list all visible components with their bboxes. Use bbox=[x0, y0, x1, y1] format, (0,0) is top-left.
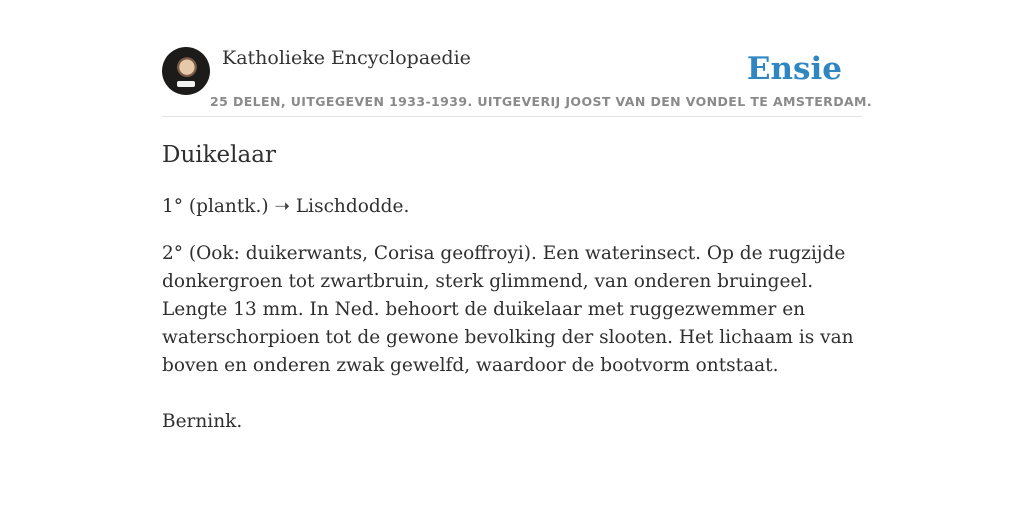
portrait-icon bbox=[177, 81, 195, 87]
paragraph-1-prefix: 1° (plantk.) bbox=[162, 196, 269, 217]
entry-author: Bernink. bbox=[162, 411, 243, 432]
source-title[interactable]: Katholieke Encyclopaedie bbox=[222, 47, 471, 69]
source-avatar[interactable] bbox=[162, 47, 210, 95]
entry-title: Duikelaar bbox=[162, 142, 276, 168]
entry-paragraph-1 bbox=[162, 193, 862, 221]
entry-paragraph-2: 2° (Ook: duikerwants, Corisa geoffroyi). Een waterinsect. Op de rugzijde donkergroen tot zwartbruin, sterk glimmend, van onderen bruingeel. Lengte 13 mm. In Ned. behoort de duikelaar met ruggezwemmer en waterschorpioen tot de gewone bevolking der slooten. Het lichaam is van boven en onderen zwak gewelfd, waardoor de bootvorm ontstaat. bbox=[162, 243, 854, 376]
cross-reference-link[interactable]: Lischdodde. bbox=[295, 196, 410, 217]
page-header bbox=[162, 44, 873, 117]
arrow-icon: ➝ bbox=[274, 196, 290, 217]
ensie-logo-link[interactable]: Ensie bbox=[746, 51, 842, 87]
source-subtitle: 25 DELEN, UITGEGEVEN 1933-1939. UITGEVERIJ JOOST VAN DEN VONDEL TE AMSTERDAM. bbox=[210, 94, 873, 109]
entry-content bbox=[162, 140, 862, 436]
